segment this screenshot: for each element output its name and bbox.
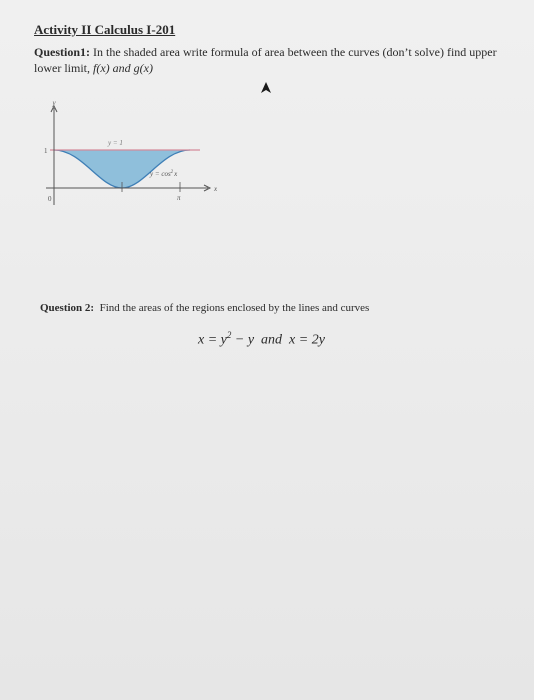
page-title: Activity II Calculus I-201 bbox=[34, 22, 176, 37]
line-label: y = 1 bbox=[108, 139, 123, 147]
area-graph bbox=[32, 100, 222, 210]
y-axis-label: y bbox=[52, 100, 56, 107]
curve-label bbox=[149, 170, 178, 178]
origin-label: 0 bbox=[48, 195, 52, 203]
equation-x1: x = y bbox=[198, 332, 227, 348]
curve-label-exp: 2 bbox=[170, 170, 174, 175]
mouse-cursor-icon bbox=[258, 80, 274, 96]
question-1 bbox=[34, 44, 524, 76]
question-1-label: Question1: bbox=[34, 45, 91, 59]
question-2 bbox=[40, 302, 510, 314]
equation-exponent: 2 bbox=[226, 330, 232, 340]
fx-label: f(x) bbox=[93, 61, 110, 75]
question-2-label: Question 2: bbox=[40, 302, 95, 314]
equation-rest: − y bbox=[231, 332, 255, 348]
curve-label-base: y = cos bbox=[150, 170, 171, 178]
question-1-text: In the shaded area write formula of area between the curves (don’t solve) find upper lower limit, bbox=[34, 45, 497, 75]
gx-label: g(x) bbox=[133, 61, 153, 75]
equation bbox=[198, 330, 325, 349]
curve-label-var: x bbox=[174, 170, 178, 178]
y-tick-1: 1 bbox=[44, 147, 48, 155]
equation-x2: x = 2y bbox=[289, 332, 325, 348]
question-2-text: Find the areas of the regions enclosed by the lines and curves bbox=[99, 302, 370, 314]
x-axis-label: x bbox=[214, 185, 218, 193]
pi-label: π bbox=[177, 194, 181, 202]
and-word: and bbox=[109, 61, 134, 75]
equation-and: and bbox=[261, 332, 283, 348]
